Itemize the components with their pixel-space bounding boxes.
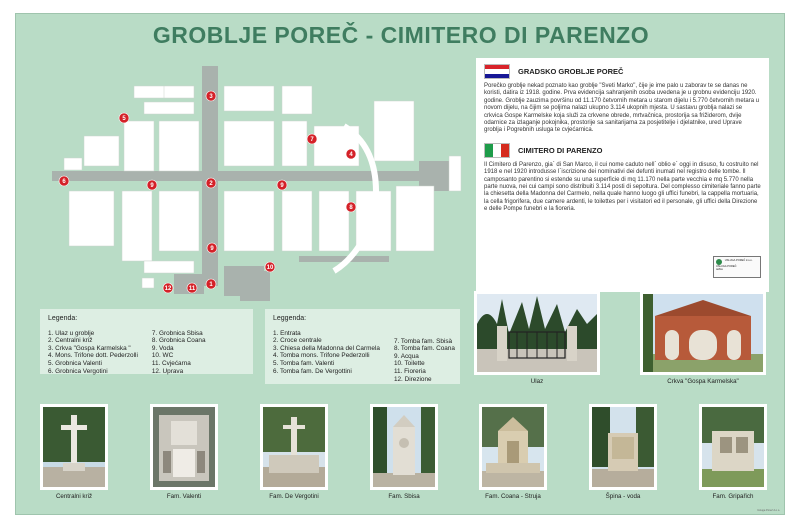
legend-column bbox=[48, 330, 138, 376]
map-marker[interactable] bbox=[163, 283, 173, 293]
legend-item: 8. Grobnica Coana bbox=[151, 337, 206, 345]
svg-text:6: 6 bbox=[62, 179, 66, 185]
legend-item: 5. Tomba fam. Valenti bbox=[273, 359, 335, 367]
legend-item: 9. Acqua bbox=[393, 352, 419, 360]
svg-text:2: 2 bbox=[209, 181, 213, 187]
legend-italian bbox=[265, 309, 460, 384]
legend-item: 2. Centralni križ bbox=[48, 337, 93, 345]
map-marker[interactable] bbox=[206, 279, 216, 289]
photo-spina-voda bbox=[589, 404, 657, 500]
svg-text:4: 4 bbox=[349, 152, 353, 158]
legend-item: 6. Tomba fam. De Vergottini bbox=[273, 367, 352, 375]
de-vergotini-photo bbox=[263, 407, 325, 487]
griparich-photo bbox=[702, 407, 764, 487]
croatian-text: Porečko groblje nekad poznato kao groblje "Sveti Marko", čije je ime palo u zaborav te se danas ne koristi, datira iz 1918. godine. Prva evidencija sahranjenih osoba uvedena je u grobnu evidenciju 1920. godine. Groblje zauzima površinu od 11.170 četvornih metara u starom dijelu i 5.770 četvornih metara u novom dijelu, na čijim se poljima nalazi ukupno 3.114 ukopnih mjesta. U sastavu groblja nalazi se crkvica Gospe Karmelske koja služi za crkvene obrede, mrtvačnica, prostorija sa frižiderom, dvije odarnice za izlaganje pokojnika, prostorije sa sanitarijama za posjetitelje i djelatnike, ured Uprave groblja i Pogrebnih usluga te cvjećarnica. bbox=[484, 83, 760, 134]
legend-item: 3. Chiesa della Madonna del Carmela bbox=[273, 344, 380, 352]
svg-text:7: 7 bbox=[310, 137, 314, 143]
photo-central-cross bbox=[40, 404, 108, 500]
photo-caption: Ulaz bbox=[530, 378, 544, 385]
legend-item: 5. Grobnica Valenti bbox=[48, 359, 102, 367]
croatian-heading: GRADSKO GROBLJE POREČ bbox=[518, 67, 624, 76]
map-marker[interactable] bbox=[207, 243, 217, 253]
legend-column bbox=[394, 330, 455, 384]
map-marker[interactable] bbox=[206, 91, 216, 101]
church-photo bbox=[643, 294, 763, 372]
legend-item: 12. Uprava bbox=[151, 367, 184, 375]
legend-item: 11. Cvjećarna bbox=[151, 359, 191, 367]
legend-item: 10. WC bbox=[151, 352, 174, 360]
croatian-heading-row bbox=[484, 64, 761, 79]
central-cross-photo bbox=[43, 407, 105, 487]
photo-caption: Fam. Gripařich bbox=[712, 493, 754, 500]
photo-caption: Fam. Sbisa bbox=[388, 493, 420, 500]
map-marker[interactable] bbox=[307, 134, 317, 144]
sbisa-photo bbox=[373, 407, 435, 487]
photo-church bbox=[640, 291, 766, 385]
legend-item: 12. Direzione bbox=[393, 375, 432, 383]
photo-entrance bbox=[474, 291, 600, 385]
photo-valenti bbox=[150, 404, 218, 500]
stamp-line: tel/fax bbox=[716, 268, 723, 272]
photo-caption: Špina - voda bbox=[605, 493, 641, 500]
svg-text:12: 12 bbox=[164, 286, 172, 292]
company-stamp bbox=[713, 256, 761, 278]
legend-item: 9. Voda bbox=[151, 344, 174, 352]
italian-flag-icon bbox=[484, 143, 510, 158]
map-marker[interactable] bbox=[206, 178, 216, 188]
legend-column bbox=[273, 330, 380, 384]
map-marker[interactable] bbox=[187, 283, 197, 293]
legend-item: 10. Toilette bbox=[393, 360, 425, 368]
legend-title: Leggenda: bbox=[273, 315, 307, 322]
legend-column bbox=[152, 330, 206, 376]
svg-text:9: 9 bbox=[280, 183, 284, 189]
legend-item: 7. Tomba fam. Sbisà bbox=[393, 337, 453, 345]
page-title: GROBLJE POREČ - CIMITERO DI PARENZO bbox=[152, 22, 650, 48]
legend-item: 1. Entrata bbox=[273, 329, 301, 337]
valenti-photo bbox=[153, 407, 215, 487]
svg-text:10: 10 bbox=[266, 265, 274, 271]
svg-text:3: 3 bbox=[209, 94, 213, 100]
map-marker[interactable] bbox=[346, 149, 356, 159]
coana-photo bbox=[482, 407, 544, 487]
map-marker[interactable] bbox=[277, 180, 287, 190]
legend-item: 8. Tomba fam. Coana bbox=[393, 345, 455, 353]
svg-text:5: 5 bbox=[122, 116, 126, 122]
map-marker[interactable] bbox=[147, 180, 157, 190]
photo-caption: Centralni križ bbox=[55, 493, 93, 500]
croatian-flag-icon bbox=[484, 64, 510, 79]
legend-item: 6. Grobnica Vergotini bbox=[48, 367, 108, 375]
photo-caption: Crkva "Gospa Karmelska" bbox=[667, 378, 739, 385]
svg-text:1: 1 bbox=[209, 282, 213, 288]
photo-caption: Fam. Valenti bbox=[166, 493, 202, 500]
photo-caption: Fam. De Vergotini bbox=[269, 493, 319, 500]
legend-croatian bbox=[40, 309, 253, 374]
legend-item: 11. Fioreria bbox=[393, 367, 426, 375]
svg-text:8: 8 bbox=[349, 205, 353, 211]
photo-caption: Fam. Coana - Struja bbox=[485, 493, 541, 500]
italian-heading: CIMITERO DI PARENZO bbox=[518, 145, 603, 155]
footer-credit: Usluga Poreč d.o.o. bbox=[757, 509, 780, 512]
photo-coana bbox=[479, 404, 547, 500]
svg-text:9: 9 bbox=[150, 183, 154, 189]
photo-griparich bbox=[699, 404, 767, 500]
entrance-photo bbox=[477, 294, 597, 372]
map-path bbox=[52, 171, 442, 181]
map-marker[interactable] bbox=[265, 262, 275, 272]
svg-text:9: 9 bbox=[210, 246, 214, 252]
info-panel bbox=[476, 58, 769, 292]
legend-item: 3. Crkva "Gospa Karmelska " bbox=[48, 344, 131, 352]
legend-title: Legenda: bbox=[48, 315, 78, 322]
photo-de-vergotini bbox=[260, 404, 328, 500]
map-svg bbox=[44, 66, 464, 306]
legend-item: 7. Grobnica Sbisa bbox=[151, 329, 203, 337]
photo-sbisa bbox=[370, 404, 438, 500]
sign-board bbox=[15, 13, 785, 515]
legend-item: 1. Ulaz u groblje bbox=[48, 329, 95, 337]
legend-item: 2. Croce centrale bbox=[273, 337, 322, 345]
svg-text:11: 11 bbox=[188, 286, 196, 292]
legend-item: 4. Tomba mons. Trifone Pederzolli bbox=[273, 352, 370, 360]
cemetery-map bbox=[44, 66, 464, 306]
map-marker[interactable] bbox=[346, 202, 356, 212]
stamp-line: USLUGA POREČ bbox=[716, 265, 737, 268]
spina-voda-photo bbox=[592, 407, 654, 487]
map-marker[interactable] bbox=[59, 176, 69, 186]
map-building bbox=[240, 271, 270, 301]
italian-heading-row bbox=[484, 143, 761, 158]
italian-text: Il Cimitero di Parenzo, gia` di San Marco, il cui nome caduto nell` oblio e` oggi in disuso, fu costruito nel 1918 e nel 1920 introdusse l`iscrizione dei nominativi dei defunti inumati nel registro delle tombe. Il camposanto parentino si estende su una superficie di mq 11.170 nella parte vecchia e mq 5.770 nella parte nuova, nei cui campi sono distribuiti 3.114 posti di sepoltura. Del complesso cimiteriale fanno parte la chiesetta della Madonna del Carmelo, nella quale hanno luogo gli uffici funebri, la cappella mortuaria, la cella frigorifera, due camere ardenti, le toilettes per i visitatori ed il personale, gli uffici della Direzione e delle Pompe funebri e la fioreria. bbox=[484, 161, 761, 213]
stamp-line: USLUGA POREČ d.o.o. bbox=[724, 259, 753, 262]
legend-item: 4. Mons. Trifone dott. Pederzolli bbox=[48, 352, 138, 360]
map-marker[interactable] bbox=[119, 113, 129, 123]
